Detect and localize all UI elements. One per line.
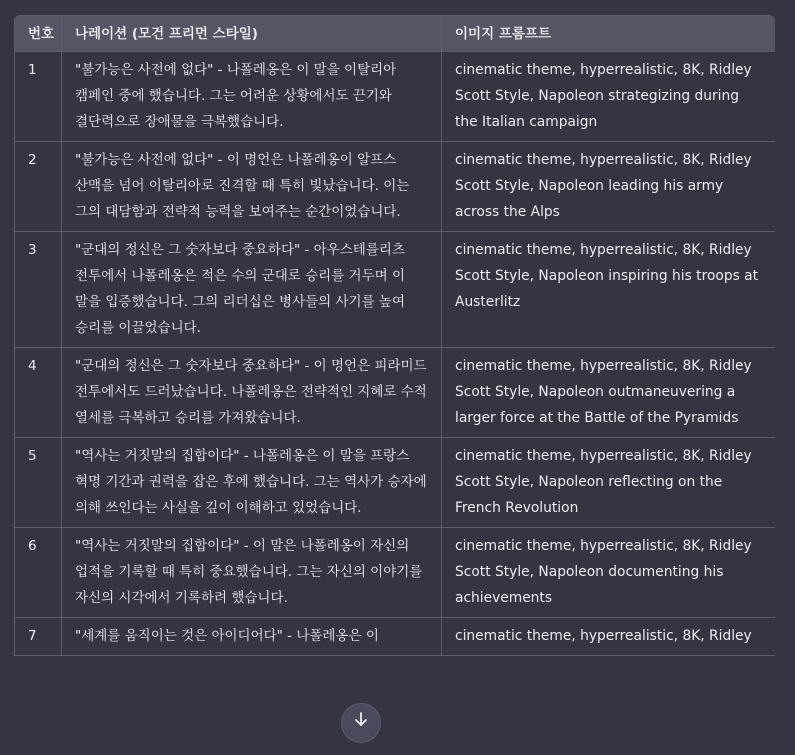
table-row [15, 52, 776, 142]
row-narration: "군대의 정신은 그 숫자보다 중요하다" - 이 명언은 피라미드 전투에서도 드러났습니다. 나폴레옹은 전략적인 지혜로 수적 열세를 극복하고 승리를 가져왔습니다. [62, 348, 442, 438]
header-narration: 나레이션 (모건 프리먼 스타일) [62, 16, 442, 52]
row-number: 2 [15, 142, 62, 232]
narration-table [14, 15, 775, 656]
row-number: 4 [15, 348, 62, 438]
header-prompt: 이미지 프롬프트 [442, 16, 776, 52]
row-number: 5 [15, 438, 62, 528]
row-prompt: cinematic theme, hyperrealistic, 8K, Ridley Scott Style, Napoleon inspiring his troops at Austerlitz [442, 232, 776, 348]
row-narration: "불가능은 사전에 없다" - 나폴레옹은 이 말을 이탈리아 캠페인 중에 했습니다. 그는 어려운 상황에서도 끈기와 결단력으로 장애물을 극복했습니다. [62, 52, 442, 142]
arrow-down-icon [353, 711, 369, 727]
row-prompt: cinematic theme, hyperrealistic, 8K, Ridley Scott Style, Napoleon reflecting on the French Revolution [442, 438, 776, 528]
row-prompt: cinematic theme, hyperrealistic, 8K, Ridley [442, 618, 776, 656]
row-narration: "세계를 움직이는 것은 아이디어다" - 나폴레옹은 이 [62, 618, 442, 656]
row-narration: "역사는 거짓말의 집합이다" - 나폴레옹은 이 말을 프랑스 혁명 기간과 권력을 잡은 후에 했습니다. 그는 역사가 승자에 의해 쓰인다는 사실을 깊이 이해하고 있었습니다. [62, 438, 442, 528]
row-narration: "불가능은 사전에 없다" - 이 명언은 나폴레옹이 알프스 산맥을 넘어 이탈리아로 진격할 때 특히 빛났습니다. 이는 그의 대담함과 전략적 능력을 보여주는 순간이었습니다. [62, 142, 442, 232]
row-number: 6 [15, 528, 62, 618]
row-number: 7 [15, 618, 62, 656]
row-number: 1 [15, 52, 62, 142]
row-narration: "역사는 거짓말의 집합이다" - 이 말은 나폴레옹이 자신의 업적을 기록할 때 특히 중요했습니다. 그는 자신의 이야기를 자신의 시각에서 기록하려 했습니다. [62, 528, 442, 618]
header-number: 번호 [15, 16, 62, 52]
response-table-container [14, 15, 775, 755]
row-prompt: cinematic theme, hyperrealistic, 8K, Ridley Scott Style, Napoleon outmaneuvering a larger force at the Battle of the Pyramids [442, 348, 776, 438]
table-header-row [15, 16, 776, 52]
table-row [15, 618, 776, 656]
table-row [15, 348, 776, 438]
table-row [15, 142, 776, 232]
row-narration: "군대의 정신은 그 숫자보다 중요하다" - 아우스테를리츠 전투에서 나폴레옹은 적은 수의 군대로 승리를 거두며 이 말을 입증했습니다. 그의 리더십은 병사들의 사기를 높여 승리를 이끌었습니다. [62, 232, 442, 348]
row-prompt: cinematic theme, hyperrealistic, 8K, Ridley Scott Style, Napoleon leading his army across the Alps [442, 142, 776, 232]
table-row [15, 232, 776, 348]
row-prompt: cinematic theme, hyperrealistic, 8K, Ridley Scott Style, Napoleon strategizing during the Italian campaign [442, 52, 776, 142]
row-number: 3 [15, 232, 62, 348]
row-prompt: cinematic theme, hyperrealistic, 8K, Ridley Scott Style, Napoleon documenting his achievements [442, 528, 776, 618]
table-row [15, 528, 776, 618]
table-row [15, 438, 776, 528]
scroll-to-bottom-button[interactable] [341, 703, 381, 743]
